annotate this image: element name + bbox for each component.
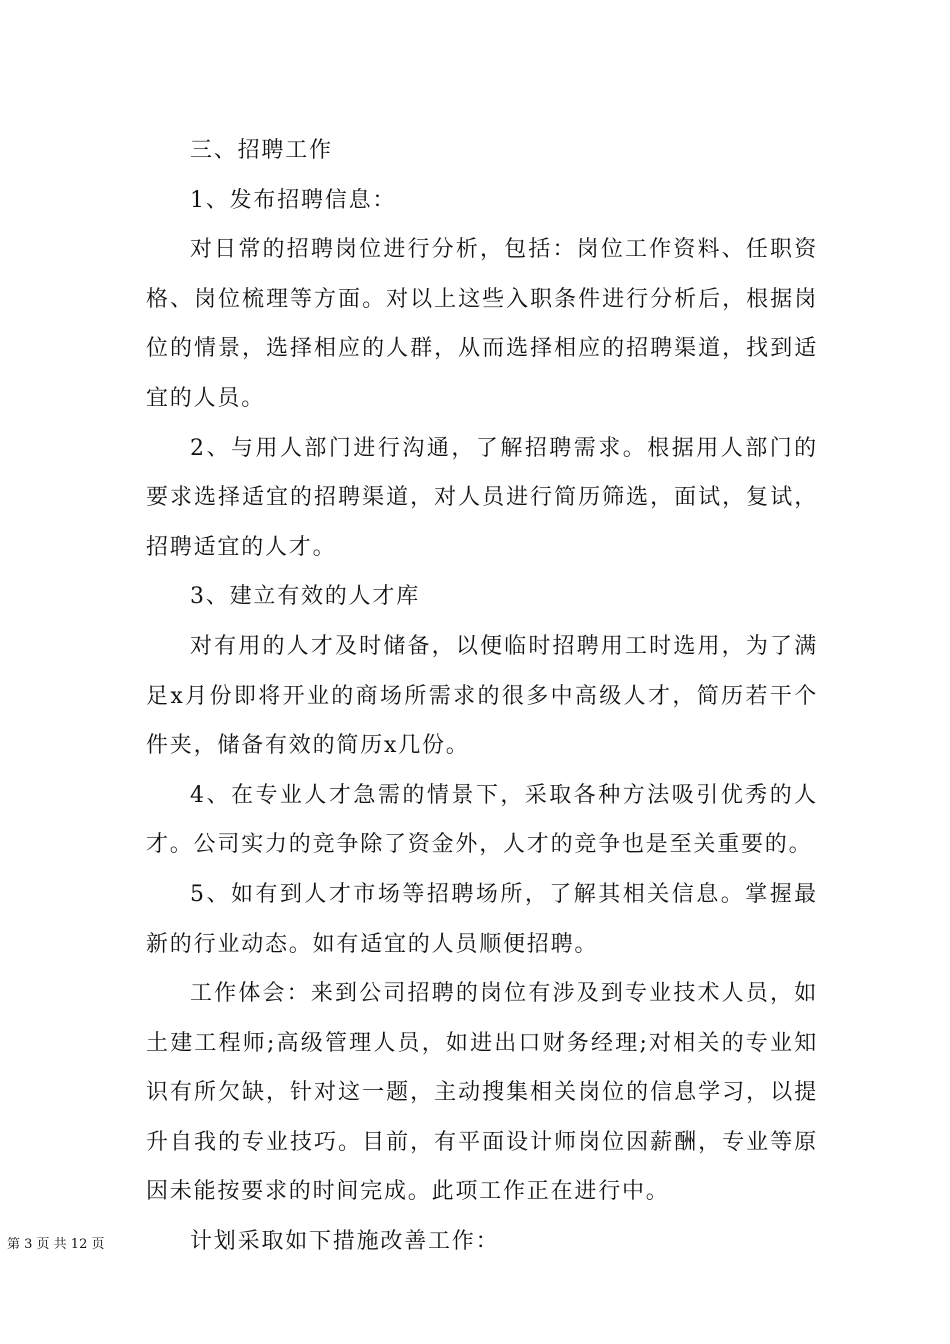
document-body — [146, 126, 818, 1267]
section-heading: 三、招聘工作 — [190, 138, 333, 163]
paragraph: 工作体会：来到公司招聘的岗位有涉及到专业技术人员，如土建工程师;高级管理人员，如进出口财务经理;对相关的专业知识有所欠缺，针对这一题，主动搜集相关岗位的信息学习，以提升自我的专业技巧。目前，有平面设计师岗位因薪酬，专业等原因未能按要求的时间完成。此项工作正在进行中。 — [146, 981, 818, 1205]
paragraph: 4、在专业人才急需的情景下，采取各种方法吸引优秀的人才。公司实力的竞争除了资金外，人才的竞争也是至关重要的。 — [146, 782, 818, 858]
paragraph: 对日常的招聘岗位进行分析，包括：岗位工作资料、任职资格、岗位梳理等方面。对以上这些入职条件进行分析后，根据岗位的情景，选择相应的人群，从而选择相应的招聘渠道，找到适宜的人员。 — [146, 237, 818, 411]
paragraph: 1、发布招聘信息： — [190, 187, 397, 213]
paragraph: 5、如有到人才市场等招聘场所，了解其相关信息。掌握最新的行业动态。如有适宜的人员顺便招聘。 — [146, 881, 818, 957]
paragraph: 计划采取如下措施改善工作： — [190, 1229, 500, 1255]
paragraph: 对有用的人才及时储备，以便临时招聘用工时选用，为了满足x月份即将开业的商场所需求的很多中高级人才，简历若干个件夹，储备有效的简历x几份。 — [146, 633, 818, 759]
paragraph: 2、与用人部门进行沟通，了解招聘需求。根据用人部门的要求选择适宜的招聘渠道，对人员进行简历筛选，面试，复试，招聘适宜的人才。 — [146, 435, 818, 560]
paragraph: 3、建立有效的人才库 — [190, 584, 420, 610]
page-number-footer: 第 3 页 共 12 页 — [7, 1237, 105, 1252]
